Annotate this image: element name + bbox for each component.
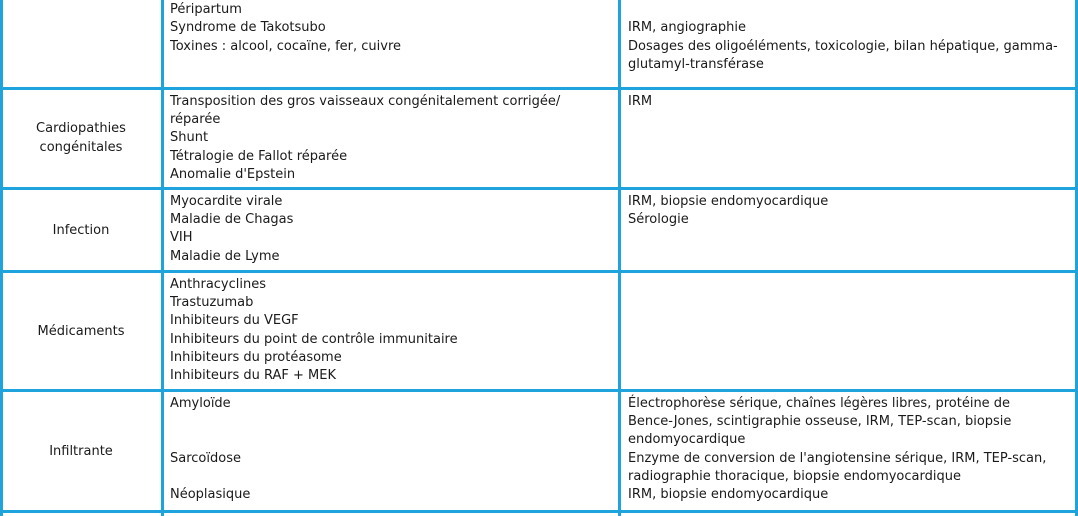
test-item: Électrophorèse sérique, chaînes légères libres, protéine de bbox=[628, 396, 1011, 411]
condition-item: Shunt bbox=[170, 130, 209, 146]
test-item: IRM bbox=[628, 94, 653, 109]
test-item: Enzyme de conversion de l'angiotensine sérique, IRM, TEP-scan, bbox=[628, 450, 1047, 466]
test-item: endomyocardique bbox=[628, 432, 746, 448]
tests-cell bbox=[620, 273, 1078, 389]
condition-item: Inhibiteurs du point de contrôle immunitaire bbox=[170, 331, 458, 347]
condition-item: réparée bbox=[170, 112, 221, 128]
condition-item: Syndrome de Takotsubo bbox=[170, 20, 326, 36]
test-item: Dosages des oligoéléments, toxicologie, bilan hépatique, gamma- bbox=[628, 38, 1058, 54]
condition-item bbox=[170, 413, 612, 431]
category-cell bbox=[0, 0, 162, 87]
condition-item: Anthracyclines bbox=[170, 277, 267, 292]
test-item: radiographie thoracique, biopsie endomyocardique bbox=[628, 468, 961, 484]
condition-item: Tétralogie de Fallot réparée bbox=[170, 148, 348, 164]
condition-item: Toxines : alcool, cocaïne, fer, cuivre bbox=[170, 38, 402, 54]
category-cell bbox=[0, 190, 162, 270]
tests-cell bbox=[620, 0, 1078, 87]
test-item: IRM, biopsie endomyocardique bbox=[628, 194, 829, 209]
condition-item: Transposition des gros vaisseaux congénitalement corrigée/ bbox=[170, 94, 561, 109]
test-item bbox=[628, 1, 1072, 19]
condition-item: Inhibiteurs du RAF + MEK bbox=[170, 368, 336, 384]
category-cell bbox=[0, 273, 162, 389]
condition-item: Inhibiteurs du VEGF bbox=[170, 313, 299, 329]
conditions-cell bbox=[162, 273, 620, 389]
condition-item: Amyloïde bbox=[170, 396, 231, 411]
category-label: congénitales bbox=[39, 139, 123, 155]
condition-item: Maladie de Chagas bbox=[170, 212, 294, 228]
conditions-cell bbox=[162, 190, 620, 270]
column-divider bbox=[0, 0, 3, 516]
column-divider bbox=[618, 0, 621, 516]
conditions-cell bbox=[162, 392, 620, 510]
conditions-cell bbox=[162, 90, 620, 187]
tests-cell bbox=[620, 392, 1078, 510]
test-item: Bence-Jones, scintigraphie osseuse, IRM, TEP-scan, biopsie bbox=[628, 414, 1012, 430]
condition-item: Myocardite virale bbox=[170, 194, 283, 209]
test-item: IRM, biopsie endomyocardique bbox=[628, 487, 829, 503]
condition-item: Péripartum bbox=[170, 2, 242, 18]
test-item: IRM, angiographie bbox=[628, 20, 747, 36]
column-divider bbox=[161, 0, 164, 516]
condition-item: Sarcoïdose bbox=[170, 450, 241, 466]
category-cell bbox=[0, 90, 162, 187]
condition-item bbox=[170, 431, 612, 449]
test-item: glutamyl-transférase bbox=[628, 56, 764, 72]
condition-item: Anomalie d'Epstein bbox=[170, 166, 296, 182]
tests-cell bbox=[620, 190, 1078, 270]
category-label: Infection bbox=[52, 222, 110, 238]
category-cell bbox=[0, 392, 162, 510]
test-item: Sérologie bbox=[628, 212, 689, 228]
condition-item: Inhibiteurs du protéasome bbox=[170, 349, 342, 365]
condition-item: Maladie de Lyme bbox=[170, 248, 280, 264]
category-label bbox=[22, 0, 140, 1]
condition-item bbox=[170, 468, 612, 486]
tests-cell bbox=[620, 90, 1078, 187]
condition-item: Trastuzumab bbox=[170, 295, 254, 311]
category-label: Infiltrante bbox=[49, 443, 113, 459]
category-label: Cardiopathies bbox=[36, 121, 126, 137]
category-label: Médicaments bbox=[37, 323, 125, 339]
condition-item: Néoplasique bbox=[170, 486, 251, 502]
conditions-cell bbox=[162, 0, 620, 87]
condition-item: VIH bbox=[170, 230, 193, 246]
